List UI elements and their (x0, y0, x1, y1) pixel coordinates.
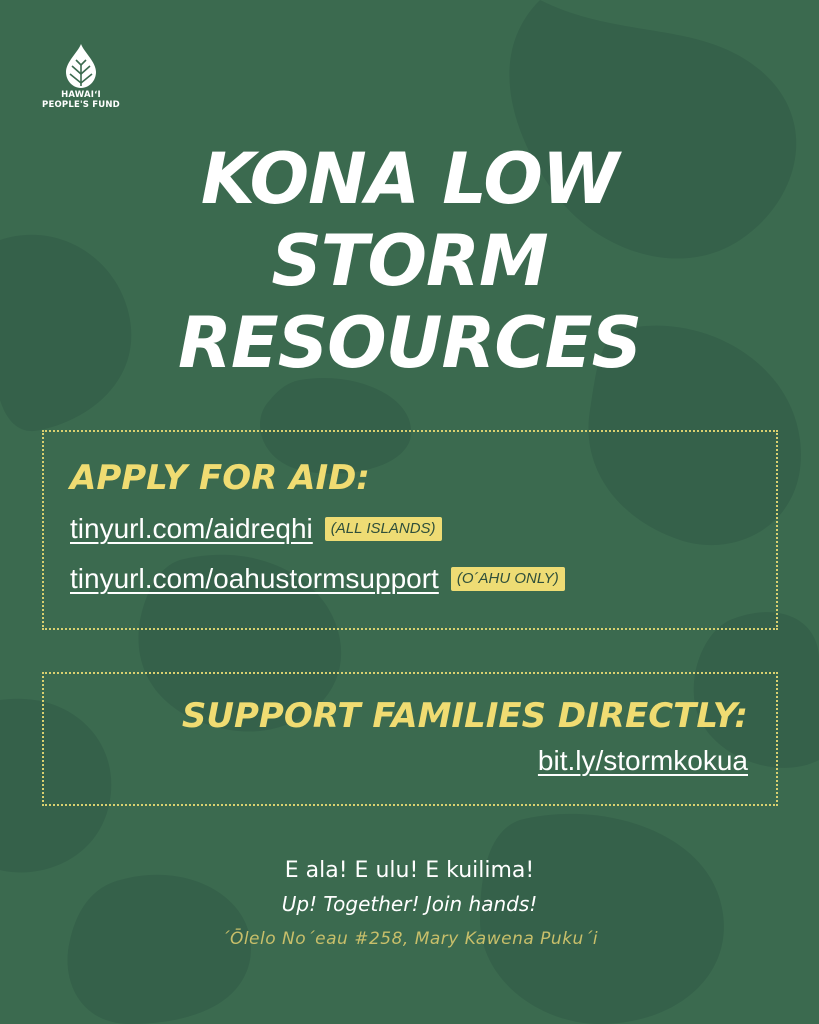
quote-english: Up! Together! Join hands! (281, 892, 538, 916)
title-line-3: RESOURCES (178, 302, 641, 384)
oahu-only-tag: (O´AHU ONLY) (451, 567, 565, 591)
apply-for-aid-box (42, 430, 778, 630)
page-title (0, 138, 819, 384)
pineapple-drop-icon (64, 44, 98, 88)
aid-link-row (70, 562, 565, 596)
aid-link-row (70, 512, 442, 546)
title-line-2: STORM (271, 220, 548, 302)
quote-attribution: ´Ōlelo No´eau #258, Mary Kawena Puku´i (220, 929, 599, 949)
logo-line-2: PEOPLE'S FUND (42, 100, 120, 110)
aid-link-oahu[interactable]: tinyurl.com/oahustormsupport (70, 563, 439, 594)
support-families-heading: SUPPORT FAMILIES DIRECTLY: (181, 696, 748, 736)
all-islands-tag: (ALL ISLANDS) (325, 517, 442, 541)
quote-hawaiian: E ala! E ulu! E kuilima! (284, 858, 535, 883)
logo (40, 44, 122, 110)
title-line-1: KONA LOW (200, 138, 619, 220)
support-families-box (42, 672, 778, 806)
storm-kokua-link[interactable]: bit.ly/stormkokua (537, 745, 748, 776)
apply-for-aid-heading: APPLY FOR AID: (70, 458, 370, 498)
logo-line-1: HAWAIʻI (61, 90, 101, 100)
aid-link-all-islands[interactable]: tinyurl.com/aidreqhi (70, 513, 313, 544)
